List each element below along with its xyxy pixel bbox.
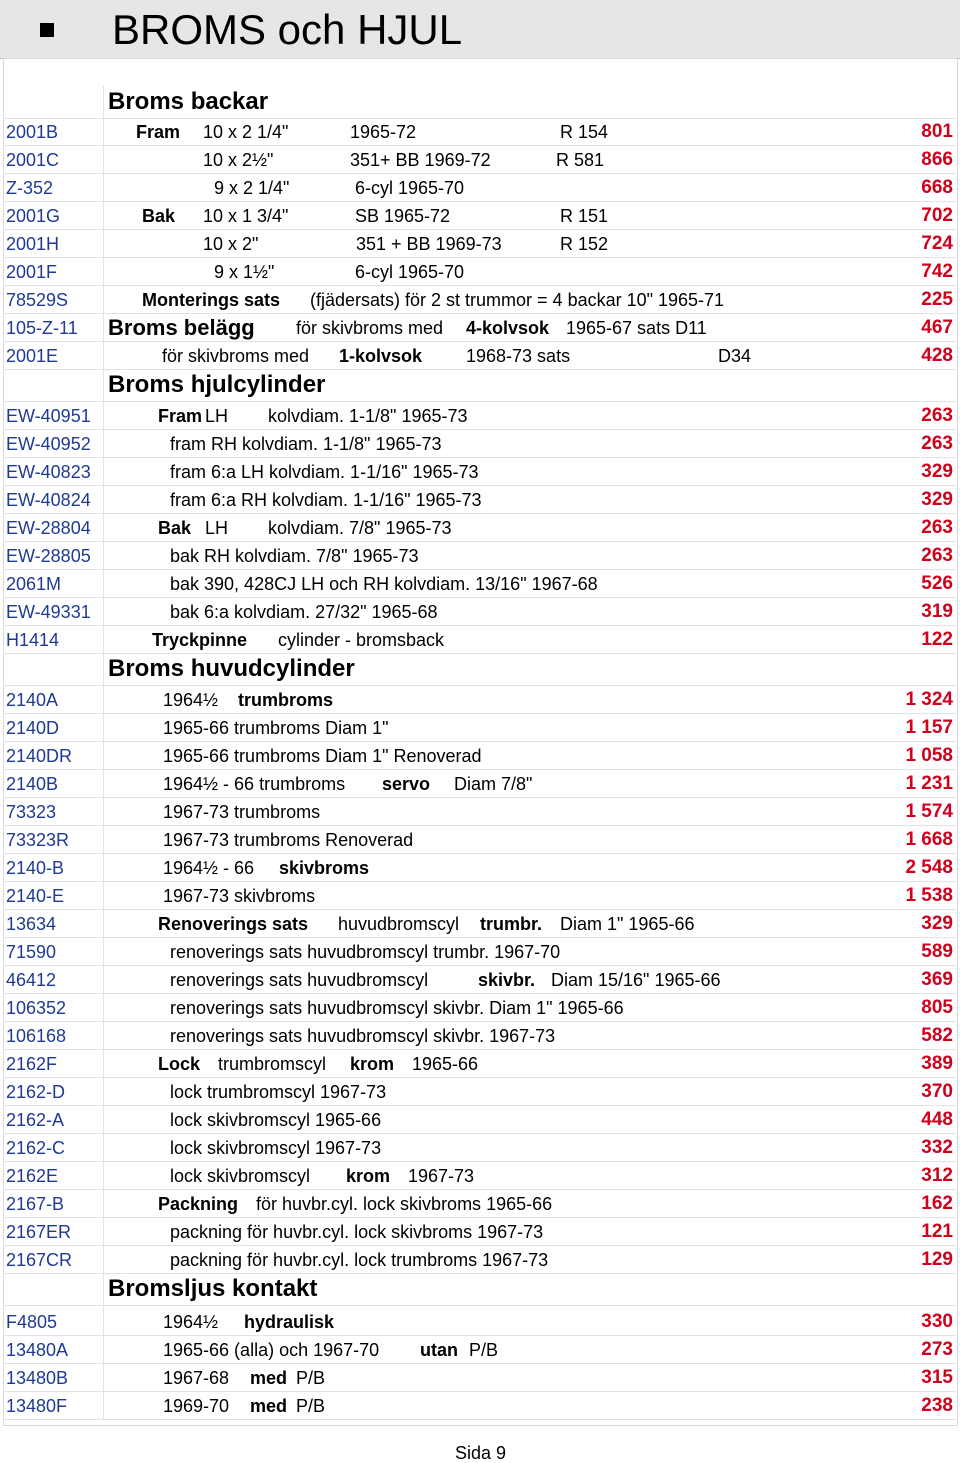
- description-text: 1967-73 skivbroms: [163, 886, 316, 906]
- description-text: Broms belägg: [108, 315, 255, 340]
- description-text: kolvdiam. 7/8" 1965-73: [268, 518, 452, 538]
- part-number: Z-352: [6, 178, 54, 198]
- description-text: cylinder - bromsback: [278, 630, 445, 650]
- section-heading-row: [3, 369, 956, 402]
- table-row: [3, 513, 956, 542]
- description-text: 9 x 2 1/4": [214, 178, 290, 198]
- price: 428: [921, 345, 953, 366]
- table-row: [3, 1363, 956, 1392]
- table-row: [3, 1021, 956, 1050]
- price: 724: [921, 233, 953, 254]
- table-row: [3, 1105, 956, 1134]
- column-divider: [103, 429, 104, 457]
- description-text: Lock: [158, 1054, 201, 1074]
- description-text: renoverings sats huvudbromscyl trumbr. 1967-70: [170, 942, 561, 962]
- price: 1 574: [905, 801, 953, 822]
- part-number: 2001B: [6, 122, 59, 142]
- price: 315: [921, 1367, 953, 1388]
- price: 263: [921, 405, 953, 426]
- table-row: [3, 797, 956, 826]
- column-divider: [103, 229, 104, 257]
- column-divider: [103, 881, 104, 909]
- table-row: [3, 1133, 956, 1162]
- table-row: [3, 853, 956, 882]
- description-text: 1964½ - 66 trumbroms: [163, 774, 346, 794]
- table-row: [3, 1161, 956, 1190]
- price: 162: [921, 1193, 953, 1214]
- description-text: 10 x 2": [203, 234, 259, 254]
- description-text: Monterings sats: [142, 290, 281, 310]
- description-text: 6-cyl 1965-70: [355, 178, 465, 198]
- table-row: [3, 457, 956, 486]
- part-number: 2162-A: [6, 1110, 65, 1130]
- part-number: 2140DR: [6, 746, 73, 766]
- part-number: EW-40951: [6, 406, 91, 426]
- price: 122: [921, 629, 953, 650]
- description-text: trumbromscyl: [218, 1054, 327, 1074]
- table-row: [3, 145, 956, 174]
- column-divider: [103, 86, 104, 118]
- description-text: lock skivbromscyl: [170, 1166, 311, 1186]
- description-text: Diam 7/8": [454, 774, 533, 794]
- price: 329: [921, 489, 953, 510]
- part-number: 106352: [6, 998, 67, 1018]
- part-number: 13480A: [6, 1340, 69, 1360]
- price: 273: [921, 1339, 953, 1360]
- description-text: trumbr.: [480, 914, 543, 934]
- description-text: Bak: [142, 206, 176, 226]
- part-number: 71590: [6, 942, 57, 962]
- column-divider: [103, 1189, 104, 1217]
- table-row: [3, 117, 956, 146]
- table-row: [3, 937, 956, 966]
- section-heading: Bromsljus kontakt: [108, 1275, 318, 1302]
- table-row: [3, 1077, 956, 1106]
- table-row: [3, 541, 956, 570]
- column-divider: [103, 965, 104, 993]
- part-number: F4805: [6, 1312, 58, 1332]
- column-divider: [103, 1217, 104, 1245]
- table-row: [3, 993, 956, 1022]
- column-divider: [103, 797, 104, 825]
- price: 225: [921, 289, 953, 310]
- table-row: [3, 825, 956, 854]
- description-text: 1967-73 trumbroms Renoverad: [163, 830, 414, 850]
- description-text: Bak: [158, 518, 192, 538]
- description-text: lock trumbromscyl 1967-73: [170, 1082, 387, 1102]
- price: 263: [921, 433, 953, 454]
- table-row: [3, 713, 956, 742]
- price: 389: [921, 1053, 953, 1074]
- column-divider: [103, 401, 104, 429]
- part-number: 2167-B: [6, 1194, 65, 1214]
- description-text: huvudbromscyl: [338, 914, 460, 934]
- column-divider: [103, 173, 104, 201]
- description-text: 1969-70: [163, 1396, 230, 1416]
- description-text: bak 390, 428CJ LH och RH kolvdiam. 13/16" 1967-68: [170, 574, 598, 594]
- column-divider: [103, 1273, 104, 1305]
- part-number: 2061M: [6, 574, 62, 594]
- description-text: med: [250, 1396, 288, 1416]
- description-text: lock skivbromscyl 1967-73: [170, 1138, 382, 1158]
- description-text: bak 6:a kolvdiam. 27/32" 1965-68: [170, 602, 438, 622]
- description-text: för skivbroms med: [162, 346, 310, 366]
- description-text: krom: [350, 1054, 395, 1074]
- description-text: 1967-73 trumbroms: [163, 802, 321, 822]
- description-text: 10 x 1 3/4": [203, 206, 289, 226]
- description-text: för skivbroms med: [296, 318, 444, 338]
- table-row: [3, 1049, 956, 1078]
- part-number: 2140D: [6, 718, 60, 738]
- part-number: EW-40823: [6, 462, 91, 482]
- description-text: 1965-66 (alla) och 1967-70: [163, 1340, 380, 1360]
- part-number: 2001H: [6, 234, 60, 254]
- description-text: 1967-73: [408, 1166, 475, 1186]
- table-row: [3, 341, 956, 370]
- part-number: 2162-C: [6, 1138, 66, 1158]
- column-divider: [103, 457, 104, 485]
- column-divider: [103, 909, 104, 937]
- price: 866: [921, 149, 953, 170]
- description-text: kolvdiam. 1-1/8" 1965-73: [268, 406, 468, 426]
- column-divider: [103, 257, 104, 285]
- price: 329: [921, 461, 953, 482]
- table-row: [3, 1391, 956, 1420]
- column-divider: [103, 853, 104, 881]
- column-divider: [103, 1021, 104, 1049]
- price: 263: [921, 517, 953, 538]
- description-text: Fram: [136, 122, 181, 142]
- price: 448: [921, 1109, 953, 1130]
- description-text: 1965-66 trumbroms Diam 1" Renoverad: [163, 746, 482, 766]
- part-number: 13480B: [6, 1368, 69, 1388]
- price: 370: [921, 1081, 953, 1102]
- column-divider: [103, 993, 104, 1021]
- description-text: 10 x 2½": [203, 150, 274, 170]
- column-divider: [103, 769, 104, 797]
- table-row: [3, 965, 956, 994]
- part-number: 2167ER: [6, 1222, 72, 1242]
- price: 1 324: [905, 689, 953, 710]
- description-text: 1964½: [163, 690, 219, 710]
- description-text: Diam 1" 1965-66: [560, 914, 695, 934]
- price: 668: [921, 177, 953, 198]
- price: 1 231: [905, 773, 953, 794]
- description-text: 1965-67 sats D11: [566, 318, 707, 338]
- table-row: [3, 1217, 956, 1246]
- table-row: [3, 257, 956, 286]
- description-text: Diam 15/16" 1965-66: [551, 970, 721, 990]
- description-text: 351+ BB 1969-72: [350, 150, 491, 170]
- column-divider: [103, 713, 104, 741]
- price: 369: [921, 969, 953, 990]
- part-number: EW-28804: [6, 518, 91, 538]
- price: 582: [921, 1025, 953, 1046]
- part-number: EW-49331: [6, 602, 91, 622]
- description-text: skivbr.: [478, 970, 536, 990]
- column-divider: [103, 1133, 104, 1161]
- column-divider: [103, 341, 104, 369]
- column-divider: [103, 285, 104, 313]
- table-row: [3, 1189, 956, 1218]
- section-heading: Broms hjulcylinder: [108, 371, 326, 398]
- description-text: utan: [420, 1340, 458, 1360]
- description-text: SB 1965-72: [355, 206, 451, 226]
- table-row: [3, 597, 956, 626]
- part-number: 2001C: [6, 150, 60, 170]
- part-number: EW-40952: [6, 434, 91, 454]
- description-text: 1-kolvsok: [339, 346, 423, 366]
- description-text: 9 x 1½": [214, 262, 275, 282]
- table-row: [3, 285, 956, 314]
- description-text: LH: [205, 406, 229, 426]
- description-text: med: [250, 1368, 288, 1388]
- description-text: (fjädersats) för 2 st trummor = 4 backar 10" 1965-71: [310, 290, 725, 310]
- table-row: [3, 173, 956, 202]
- column-divider: [103, 1049, 104, 1077]
- description-text: 1965-66 trumbroms Diam 1": [163, 718, 389, 738]
- table-row: [3, 401, 956, 430]
- description-text: R 152: [560, 234, 609, 254]
- price: 330: [921, 1311, 953, 1332]
- description-text: krom: [346, 1166, 391, 1186]
- description-text: 1964½: [163, 1312, 219, 1332]
- column-divider: [103, 1335, 104, 1363]
- price: 332: [921, 1137, 953, 1158]
- description-text: 10 x 2 1/4": [203, 122, 289, 142]
- description-text: 1964½ - 66: [163, 858, 255, 878]
- square-bullet-icon: [40, 23, 54, 37]
- price: 742: [921, 261, 953, 282]
- price: 329: [921, 913, 953, 934]
- column-divider: [103, 145, 104, 173]
- description-text: P/B: [469, 1340, 499, 1360]
- table-row: [3, 1245, 956, 1274]
- table-row: [3, 909, 956, 938]
- part-number: 13634: [6, 914, 57, 934]
- description-text: R 581: [556, 150, 605, 170]
- section-heading-row: [3, 86, 956, 119]
- description-text: renoverings sats huvudbromscyl skivbr. Diam 1" 1965-66: [170, 998, 624, 1018]
- price: 805: [921, 997, 953, 1018]
- description-text: R 154: [560, 122, 609, 142]
- part-number: 2001G: [6, 206, 61, 226]
- description-text: 4-kolvsok: [466, 318, 550, 338]
- column-divider: [103, 625, 104, 653]
- description-text: 351 + BB 1969-73: [356, 234, 502, 254]
- table-row: [3, 881, 956, 910]
- price: 1 157: [905, 717, 953, 738]
- description-text: 1967-68: [163, 1368, 230, 1388]
- price: 467: [921, 317, 953, 338]
- table-row: [3, 625, 956, 654]
- part-number: 2167CR: [6, 1250, 73, 1270]
- column-divider: [103, 1105, 104, 1133]
- description-text: LH: [205, 518, 229, 538]
- description-text: P/B: [296, 1368, 326, 1388]
- column-divider: [103, 1245, 104, 1273]
- part-number: 105-Z-11: [6, 318, 78, 338]
- table-row: [3, 485, 956, 514]
- part-number: 2001E: [6, 346, 59, 366]
- part-number: 46412: [6, 970, 57, 990]
- page-footer: Sida 9: [455, 1443, 507, 1463]
- table-row: [3, 201, 956, 230]
- part-number: EW-40824: [6, 490, 91, 510]
- column-divider: [103, 1363, 104, 1391]
- table-row: [3, 769, 956, 798]
- price: 238: [921, 1395, 953, 1416]
- section-heading: Broms huvudcylinder: [108, 655, 355, 682]
- part-number: H1414: [6, 630, 60, 650]
- price: 129: [921, 1249, 953, 1270]
- price: 801: [921, 121, 953, 142]
- column-divider: [103, 825, 104, 853]
- part-number: 2140A: [6, 690, 59, 710]
- column-divider: [103, 369, 104, 401]
- price: 1 538: [905, 885, 953, 906]
- column-divider: [103, 1307, 104, 1335]
- column-divider: [103, 1077, 104, 1105]
- column-divider: [103, 597, 104, 625]
- price: 2 548: [905, 857, 953, 878]
- description-text: 1965-72: [350, 122, 417, 142]
- part-number: 13480F: [6, 1396, 68, 1416]
- description-text: 6-cyl 1965-70: [355, 262, 465, 282]
- part-number: 73323: [6, 802, 57, 822]
- section-heading: Broms backar: [108, 88, 269, 115]
- price: 312: [921, 1165, 953, 1186]
- description-text: bak RH kolvdiam. 7/8" 1965-73: [170, 546, 419, 566]
- description-text: skivbroms: [279, 858, 370, 878]
- description-text: Fram: [158, 406, 203, 426]
- part-number: 2162F: [6, 1054, 58, 1074]
- description-text: fram 6:a RH kolvdiam. 1-1/16" 1965-73: [170, 490, 482, 510]
- column-divider: [103, 117, 104, 145]
- description-text: Renoverings sats: [158, 914, 309, 934]
- price: 526: [921, 573, 953, 594]
- description-text: R 151: [560, 206, 609, 226]
- description-text: D34: [718, 346, 752, 366]
- table-row: [3, 429, 956, 458]
- description-text: Tryckpinne: [152, 630, 248, 650]
- section-heading-row: [3, 653, 956, 686]
- price: 1 668: [905, 829, 953, 850]
- column-divider: [103, 201, 104, 229]
- column-divider: [103, 313, 104, 341]
- description-text: för huvbr.cyl. lock skivbroms 1965-66: [256, 1194, 553, 1214]
- table-row: [3, 1307, 956, 1336]
- section-heading-row: [3, 1273, 956, 1306]
- column-divider: [103, 653, 104, 685]
- part-number: 2140-E: [6, 886, 65, 906]
- price: 1 058: [905, 745, 953, 766]
- page-title: BROMS och HJUL: [112, 6, 463, 53]
- column-divider: [103, 937, 104, 965]
- column-divider: [103, 741, 104, 769]
- description-text: lock skivbromscyl 1965-66: [170, 1110, 382, 1130]
- description-text: packning för huvbr.cyl. lock skivbroms 1967-73: [170, 1222, 544, 1242]
- description-text: servo: [382, 774, 431, 794]
- description-text: 1968-73 sats: [466, 346, 571, 366]
- page-header: [0, 0, 960, 59]
- column-divider: [103, 1391, 104, 1419]
- part-number: EW-28805: [6, 546, 91, 566]
- price: 121: [921, 1221, 953, 1242]
- description-text: hydraulisk: [244, 1312, 335, 1332]
- description-text: fram RH kolvdiam. 1-1/8" 1965-73: [170, 434, 442, 454]
- description-text: packning för huvbr.cyl. lock trumbroms 1967-73: [170, 1250, 549, 1270]
- price: 702: [921, 205, 953, 226]
- table-row: [3, 1335, 956, 1364]
- part-number: 2162-D: [6, 1082, 66, 1102]
- description-text: renoverings sats huvudbromscyl: [170, 970, 429, 990]
- table-row: [3, 229, 956, 258]
- description-text: Packning: [158, 1194, 239, 1214]
- table-row: [3, 741, 956, 770]
- column-divider: [103, 485, 104, 513]
- part-number: 2140B: [6, 774, 59, 794]
- price: 319: [921, 601, 953, 622]
- part-number: 78529S: [6, 290, 69, 310]
- part-number: 106168: [6, 1026, 67, 1046]
- table-row: [3, 569, 956, 598]
- part-number: 2162E: [6, 1166, 59, 1186]
- description-text: trumbroms: [238, 690, 334, 710]
- price: 589: [921, 941, 953, 962]
- description-text: P/B: [296, 1396, 326, 1416]
- description-text: renoverings sats huvudbromscyl skivbr. 1967-73: [170, 1026, 556, 1046]
- column-divider: [103, 1161, 104, 1189]
- description-text: 1965-66: [412, 1054, 479, 1074]
- description-text: fram 6:a LH kolvdiam. 1-1/16" 1965-73: [170, 462, 479, 482]
- part-number: 2140-B: [6, 858, 65, 878]
- table-row: [3, 313, 956, 342]
- column-divider: [103, 513, 104, 541]
- part-number: 2001F: [6, 262, 58, 282]
- table-row: [3, 685, 956, 714]
- column-divider: [103, 685, 104, 713]
- price: 263: [921, 545, 953, 566]
- column-divider: [103, 569, 104, 597]
- column-divider: [103, 541, 104, 569]
- part-number: 73323R: [6, 830, 70, 850]
